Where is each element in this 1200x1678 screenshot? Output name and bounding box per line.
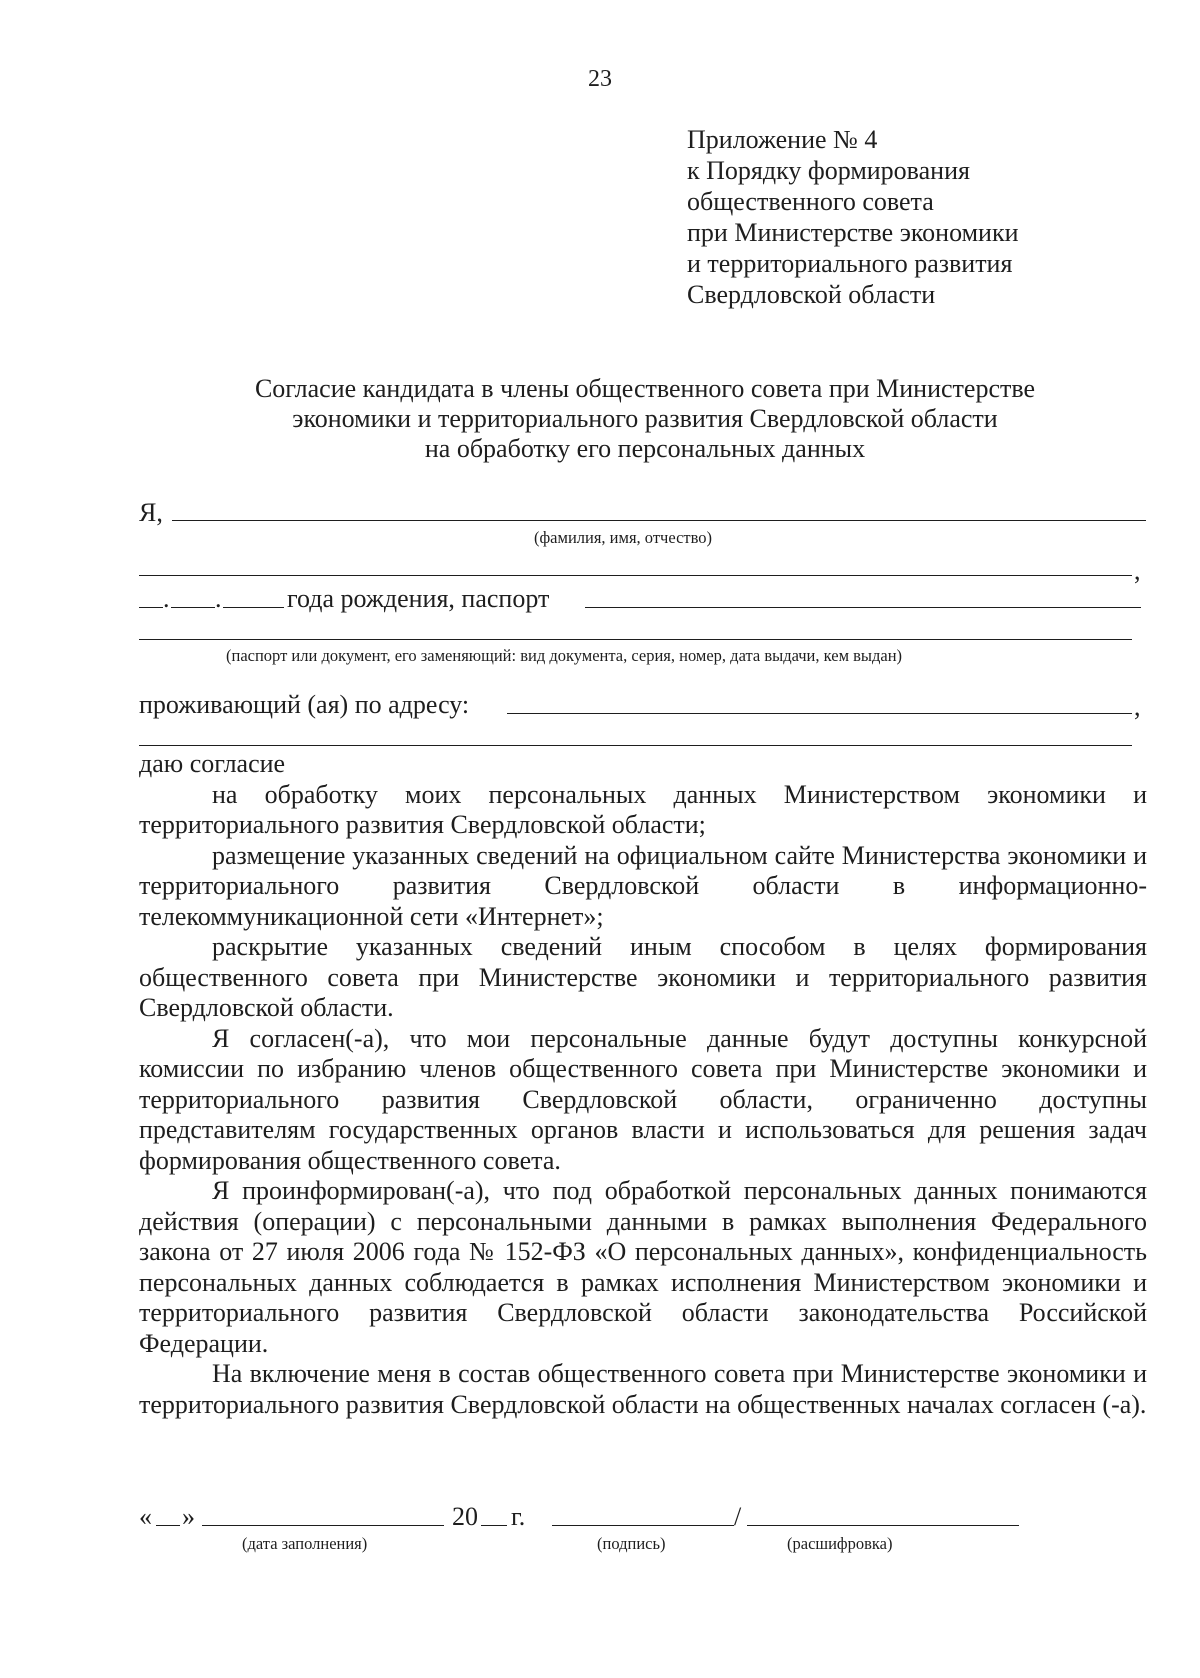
birth-day-line[interactable] [139, 607, 163, 608]
day-field-line[interactable] [156, 1525, 180, 1526]
year-prefix: 20 [452, 1502, 478, 1531]
date-separator: . [163, 584, 170, 613]
quote-close: » [182, 1502, 195, 1531]
consent-body [139, 749, 1147, 1420]
passport-caption: (паспорт или документ, его заменяющий: вид документа, серия, номер, дата выдачи, кем выдан) [226, 646, 903, 665]
ya-label: Я, [139, 498, 163, 527]
comma-mark: , [1134, 556, 1141, 585]
consent-paragraph: размещение указанных сведений на официальном сайте Министерства экономики и территориального развития Свердловской области в информационно-телекоммуникационной сети «Интернет»; [139, 840, 1147, 931]
signature-field-line[interactable] [552, 1525, 734, 1526]
sign-caption: (подпись) [597, 1534, 666, 1553]
date-separator: . [215, 584, 222, 613]
title-line: экономики и территориального развития Свердловской области [292, 404, 998, 433]
appendix-line: Свердловской области [687, 280, 936, 309]
consent-paragraph: Я согласен(-а), что мои персональные данные будут доступны конкурсной комиссии по избранию членов общественного совета при Министерстве экономики и территориального развития Свердловской области, ограниченно доступны представителям государственных органов власти и использоваться для решения задач формирования общественного совета. [139, 1023, 1147, 1175]
month-field-line[interactable] [202, 1525, 444, 1526]
appendix-line: Приложение № 4 [687, 125, 878, 154]
birth-month-line[interactable] [171, 607, 215, 608]
address-continuation-line[interactable] [139, 745, 1132, 746]
comma-mark: , [1134, 692, 1141, 721]
consent-paragraph: раскрытие указанных сведений иным способом в целях формирования общественного совета при Министерстве экономики и территориального развития Свердловской области. [139, 932, 1147, 1022]
appendix-block [687, 124, 1019, 310]
fio-field-line[interactable] [172, 520, 1146, 521]
passport-field-line[interactable] [585, 607, 1141, 608]
year-field-line[interactable] [481, 1525, 507, 1526]
decoding-caption: (расшифровка) [787, 1534, 893, 1553]
consent-paragraph: Я проинформирован(-а), что под обработкой персональных данных понимаются действия (операции) с персональными данными в рамках выполнения Федерального закона от 27 июля 2006 года № 152-ФЗ «О персональных данных», конфиденциальность персональных данных соблюдается в рамках исполнения Министерством экономики и территориального развития Свердловской области законодательства Российской Федерации. [139, 1176, 1147, 1358]
appendix-line: при Министерстве экономики [687, 218, 1019, 247]
fio-continuation-line[interactable] [139, 575, 1132, 576]
fio-caption: (фамилия, имя, отчество) [534, 528, 713, 547]
appendix-line: общественного совета [687, 187, 934, 216]
slash-mark: / [734, 1502, 742, 1531]
consent-intro: даю согласие [139, 749, 286, 778]
birth-year-line[interactable] [223, 607, 284, 608]
appendix-line: и территориального развития [687, 249, 1013, 278]
year-suffix: г. [511, 1502, 526, 1531]
title-line: Согласие кандидата в члены общественного совета при Министерстве [254, 374, 1036, 403]
quote-open: « [139, 1502, 152, 1531]
date-caption: (дата заполнения) [242, 1534, 368, 1553]
title-line: на обработку его персональных данных [424, 434, 866, 463]
passport-continuation-line[interactable] [139, 639, 1132, 640]
address-label: проживающий (ая) по адресу: [139, 690, 470, 719]
decoding-field-line[interactable] [747, 1525, 1019, 1526]
consent-paragraph: На включение меня в состав общественного совета при Министерстве экономики и территориального развития Свердловской области на общественных началах согласен (-а). [139, 1359, 1147, 1419]
document-title [0, 374, 1200, 464]
birth-passport-label: года рождения, паспорт [287, 584, 550, 613]
consent-paragraph: на обработку моих персональных данных Министерством экономики и территориального развития Свердловской области; [139, 779, 1147, 839]
appendix-line: к Порядку формирования [687, 156, 970, 185]
page-number: 23 [588, 66, 612, 92]
address-field-line[interactable] [507, 713, 1132, 714]
